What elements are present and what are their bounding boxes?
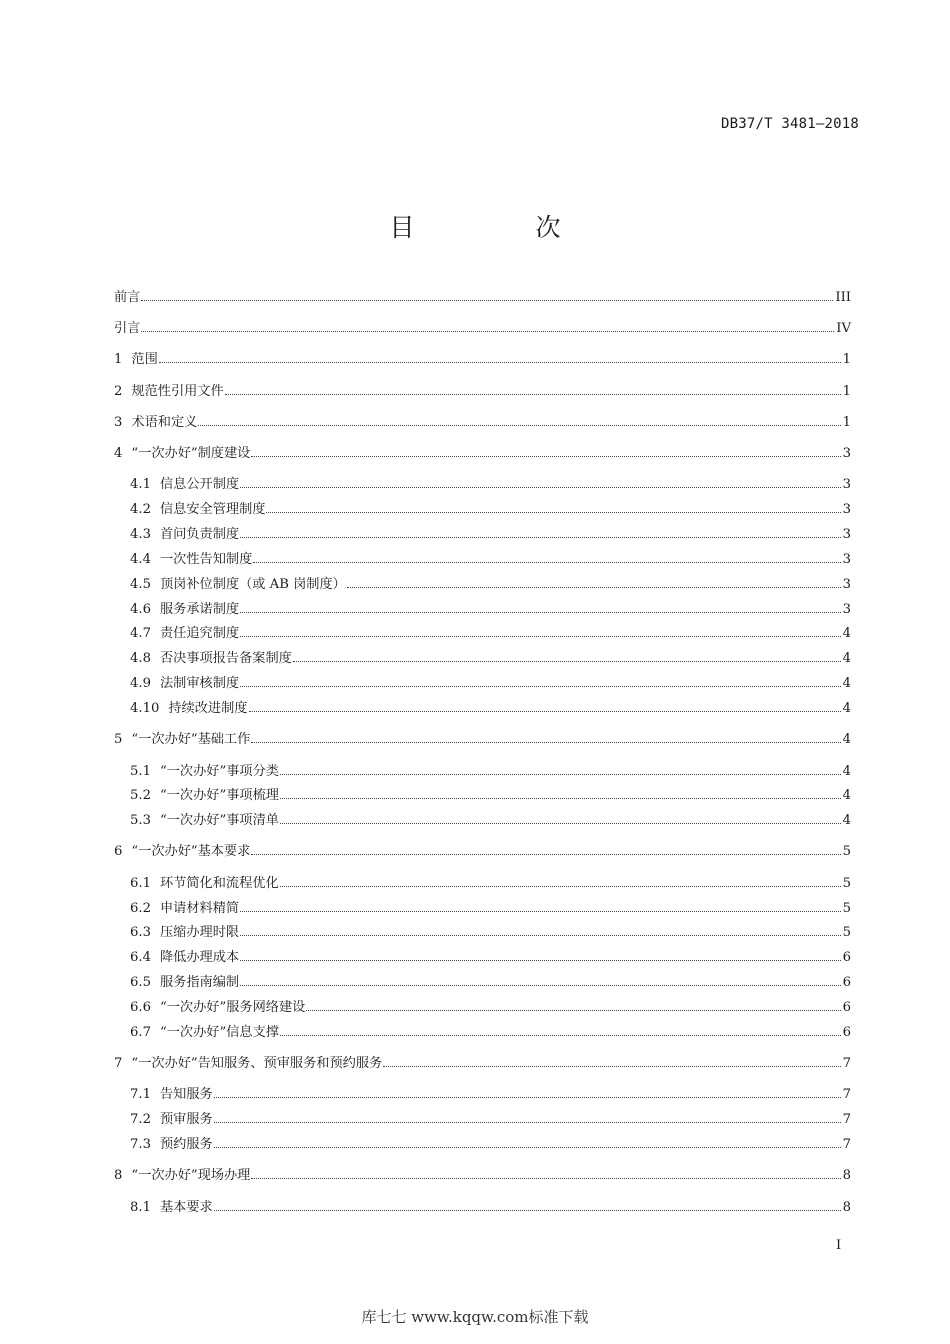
toc-entry[interactable] — [114, 1086, 851, 1103]
toc-entry-number: 7.2 — [130, 1112, 151, 1128]
toc-entry[interactable] — [114, 675, 851, 692]
toc-entry-page: 1 — [842, 352, 851, 368]
toc-entry-label: “一次办好”现场办理 — [131, 1168, 251, 1184]
toc-entry-number: 8 — [114, 1168, 123, 1184]
toc-entry-page: 4 — [842, 626, 851, 642]
toc-entry[interactable] — [114, 383, 851, 400]
toc-entry-number: 4.1 — [130, 477, 151, 493]
toc-entry-label: “一次办好”事项分类 — [159, 763, 279, 779]
toc-entry-number: 6.7 — [130, 1025, 151, 1041]
toc-entry[interactable] — [114, 1111, 851, 1128]
toc-entry-number: 2 — [114, 383, 123, 399]
toc-leader-dots — [240, 487, 841, 488]
toc-leader-dots — [280, 798, 841, 799]
toc-entry-number: 7 — [114, 1056, 123, 1072]
toc-entry-page: 3 — [842, 477, 851, 493]
toc-entry-page: 6 — [842, 1000, 851, 1016]
toc-entry[interactable] — [114, 974, 851, 991]
toc-entry-label: “一次办好”基础工作 — [131, 732, 251, 748]
toc-entry[interactable] — [114, 445, 851, 462]
toc-entry-label: 服务承诺制度 — [159, 601, 240, 617]
toc-leader-dots — [240, 636, 841, 637]
toc-leader-dots — [240, 985, 841, 986]
toc-entry-page: 5 — [842, 925, 851, 941]
toc-entry[interactable] — [114, 763, 851, 780]
toc-entry-label: 告知服务 — [159, 1087, 213, 1103]
page-title: 目 次 — [389, 213, 609, 242]
toc-entry[interactable] — [114, 700, 851, 717]
watermark-text: 库七七 www.kqqw.com标准下载 — [361, 1308, 589, 1326]
toc-leader-dots — [347, 587, 841, 588]
toc-leader-dots — [240, 911, 841, 912]
table-of-contents — [114, 289, 851, 1216]
toc-entry[interactable] — [114, 843, 851, 860]
toc-entry-number: 7.3 — [130, 1137, 151, 1153]
toc-entry[interactable] — [114, 1199, 851, 1216]
toc-entry[interactable] — [114, 351, 851, 368]
toc-entry-page: 6 — [842, 950, 851, 966]
toc-entry[interactable] — [114, 414, 851, 431]
toc-entry-page: III — [835, 290, 851, 305]
toc-entry-number: 6.1 — [130, 875, 151, 891]
toc-entry[interactable] — [114, 289, 851, 306]
toc-entry[interactable] — [114, 551, 851, 568]
toc-entry-label: 责任追究制度 — [159, 626, 240, 642]
toc-entry-page: 6 — [842, 1025, 851, 1041]
toc-leader-dots — [240, 686, 841, 687]
toc-leader-dots — [225, 394, 841, 395]
toc-entry-label: 规范性引用文件 — [131, 383, 224, 399]
toc-entry-number: 4.2 — [130, 502, 151, 518]
toc-entry-page: 7 — [842, 1137, 851, 1153]
toc-leader-dots — [251, 1178, 840, 1179]
toc-entry-label: “一次办好”事项清单 — [159, 813, 279, 829]
toc-entry-label: 引言 — [114, 321, 141, 337]
toc-entry-label: 服务指南编制 — [159, 975, 240, 991]
toc-leader-dots — [293, 661, 841, 662]
toc-entry-page: 8 — [842, 1199, 851, 1215]
toc-entry-page: 6 — [842, 975, 851, 991]
toc-entry-page: 1 — [842, 414, 851, 430]
toc-entry-page: 7 — [842, 1087, 851, 1103]
toc-entry-number: 7.1 — [130, 1087, 151, 1103]
toc-entry-label: “一次办好”信息支撑 — [159, 1025, 279, 1041]
toc-entry-page: 7 — [842, 1112, 851, 1128]
toc-entry-number: 6.3 — [130, 925, 151, 941]
toc-entry-label: “一次办好”事项梳理 — [159, 788, 279, 804]
toc-entry[interactable] — [114, 900, 851, 917]
toc-entry-label: 顶岗补位制度（或 AB 岗制度） — [159, 576, 346, 592]
toc-entry-page: 3 — [842, 502, 851, 518]
toc-leader-dots — [266, 512, 840, 513]
toc-entry-page: IV — [836, 321, 851, 337]
toc-entry-label: 基本要求 — [159, 1199, 213, 1215]
toc-entry-number: 5.2 — [130, 788, 151, 804]
toc-entry-label: 术语和定义 — [131, 414, 198, 430]
toc-entry[interactable] — [114, 812, 851, 829]
toc-entry-number: 4.8 — [130, 651, 151, 667]
toc-entry-page: 3 — [842, 601, 851, 617]
toc-entry-number: 6.6 — [130, 1000, 151, 1016]
toc-entry[interactable] — [114, 1024, 851, 1041]
toc-entry-number: 4.9 — [130, 676, 151, 692]
toc-leader-dots — [280, 1035, 841, 1036]
toc-entry-label: 预审服务 — [159, 1112, 213, 1128]
toc-entry[interactable] — [114, 875, 851, 892]
toc-entry-page: 3 — [842, 576, 851, 592]
toc-leader-dots — [214, 1097, 841, 1098]
toc-entry-number: 5.1 — [130, 763, 151, 779]
toc-entry[interactable] — [114, 476, 851, 493]
toc-entry-label: 降低办理成本 — [159, 950, 240, 966]
toc-entry-label: 首问负责制度 — [159, 526, 240, 542]
toc-leader-dots — [198, 425, 840, 426]
toc-entry-page: 3 — [842, 445, 851, 461]
toc-entry-number: 6 — [114, 844, 123, 860]
toc-entry[interactable] — [114, 731, 851, 748]
toc-entry-number: 3 — [114, 414, 123, 430]
toc-entry[interactable] — [114, 1167, 851, 1184]
toc-entry-label: 持续改进制度 — [168, 701, 248, 717]
toc-entry-page: 4 — [842, 763, 851, 779]
toc-entry-number: 4.10 — [130, 701, 160, 717]
toc-entry-page: 7 — [842, 1056, 851, 1072]
toc-leader-dots — [159, 362, 841, 363]
toc-entry[interactable] — [114, 999, 851, 1016]
toc-entry[interactable] — [114, 601, 851, 618]
toc-entry[interactable] — [114, 501, 851, 518]
toc-entry-number: 4.6 — [130, 601, 151, 617]
toc-entry-number: 4 — [114, 445, 123, 461]
toc-entry[interactable] — [114, 949, 851, 966]
toc-entry[interactable] — [114, 1136, 851, 1153]
toc-entry-page: 1 — [842, 383, 851, 399]
toc-entry-label: 预约服务 — [159, 1137, 213, 1153]
toc-leader-dots — [251, 742, 840, 743]
toc-entry[interactable] — [114, 320, 851, 337]
toc-entry-number: 5.3 — [130, 813, 151, 829]
toc-entry-page: 3 — [842, 551, 851, 567]
toc-entry-label: 信息公开制度 — [159, 477, 240, 493]
toc-leader-dots — [251, 854, 840, 855]
toc-leader-dots — [253, 562, 840, 563]
toc-entry-label: “一次办好”服务网络建设 — [159, 1000, 306, 1016]
toc-entry-label: 范围 — [131, 352, 158, 368]
toc-entry-label: “一次办好”基本要求 — [131, 844, 251, 860]
page-number: I — [836, 1238, 842, 1253]
toc-entry-number: 4.3 — [130, 526, 151, 542]
toc-entry[interactable] — [114, 650, 851, 667]
toc-entry[interactable] — [114, 526, 851, 543]
toc-leader-dots — [141, 331, 834, 332]
toc-entry-page: 4 — [842, 676, 851, 692]
toc-entry-label: “一次办好”制度建设 — [131, 445, 251, 461]
toc-entry[interactable] — [114, 1055, 851, 1072]
toc-entry[interactable] — [114, 576, 851, 593]
toc-entry[interactable] — [114, 787, 851, 804]
toc-entry-page: 5 — [842, 844, 851, 860]
toc-entry-page: 5 — [842, 875, 851, 891]
toc-leader-dots — [240, 537, 841, 538]
toc-entry-page: 4 — [842, 701, 851, 717]
toc-leader-dots — [251, 456, 840, 457]
toc-leader-dots — [280, 823, 841, 824]
toc-leader-dots — [249, 711, 841, 712]
toc-leader-dots — [240, 935, 841, 936]
toc-entry-number: 1 — [114, 352, 123, 368]
toc-entry-number: 6.2 — [130, 900, 151, 916]
toc-entry-label: 申请材料精简 — [159, 900, 240, 916]
toc-leader-dots — [383, 1066, 840, 1067]
toc-entry-number: 4.7 — [130, 626, 151, 642]
toc-entry-number: 5 — [114, 732, 123, 748]
toc-entry-label: 前言 — [114, 290, 141, 305]
toc-entry-number: 4.4 — [130, 551, 151, 567]
toc-entry-page: 4 — [842, 651, 851, 667]
toc-entry-label: 否决事项报告备案制度 — [159, 651, 292, 667]
toc-entry-label: “一次办好”告知服务、预审服务和预约服务 — [131, 1056, 383, 1072]
toc-entry-number: 4.5 — [130, 576, 151, 592]
toc-entry-page: 5 — [842, 900, 851, 916]
toc-leader-dots — [240, 612, 841, 613]
toc-entry-page: 4 — [842, 732, 851, 748]
toc-leader-dots — [240, 960, 841, 961]
toc-entry[interactable] — [114, 924, 851, 941]
toc-entry-page: 4 — [842, 813, 851, 829]
toc-entry-page: 8 — [842, 1168, 851, 1184]
toc-entry-page: 3 — [842, 526, 851, 542]
standard-code: DB37/T 3481—2018 — [720, 116, 859, 132]
toc-entry-label: 一次性告知制度 — [159, 551, 253, 567]
toc-leader-dots — [306, 1010, 840, 1011]
toc-leader-dots — [214, 1210, 841, 1211]
toc-entry-label: 法制审核制度 — [159, 676, 240, 692]
toc-leader-dots — [280, 886, 841, 887]
toc-entry-label: 信息安全管理制度 — [159, 502, 266, 518]
toc-entry-label: 压缩办理时限 — [159, 925, 240, 941]
toc-entry-page: 4 — [842, 788, 851, 804]
toc-entry-number: 6.5 — [130, 975, 151, 991]
toc-entry-number: 6.4 — [130, 950, 151, 966]
toc-entry-label: 环节简化和流程优化 — [159, 875, 279, 891]
toc-leader-dots — [214, 1122, 841, 1123]
toc-entry[interactable] — [114, 625, 851, 642]
toc-leader-dots — [280, 774, 841, 775]
toc-leader-dots — [214, 1147, 841, 1148]
toc-leader-dots — [141, 300, 833, 301]
toc-entry-number: 8.1 — [130, 1199, 151, 1215]
